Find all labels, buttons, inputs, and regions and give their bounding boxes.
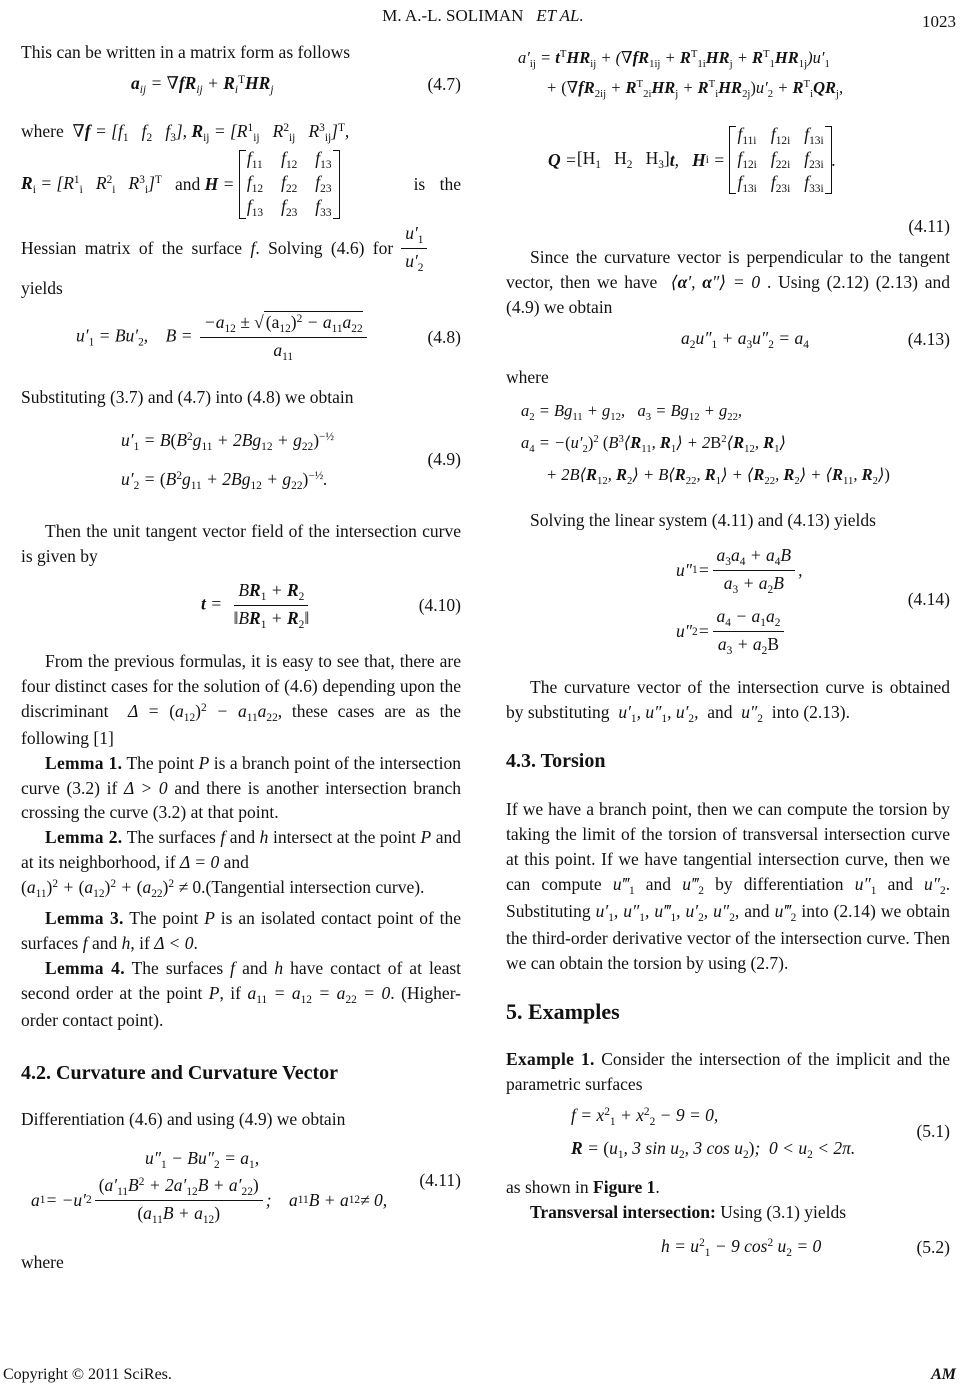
equation-body: $a_{ij} = \nabla fR_{ij} + R_i^THR_j$ <box>131 73 274 97</box>
paragraph: From the previous formulas, it is easy to see that, there are four distinct cases for the solution of (4.6) depending upon the discriminant $\Delta = (a_{12})^2 - a_{11}a_{22}$, these cases are as the following [1] <box>21 651 462 748</box>
paragraph: Differentiation (4.6) and using (4.9) we obtain <box>21 1108 346 1129</box>
paragraph: Hessian matrix of the surface f . Solving (4.6) for $\frac{u'_1}{u'_2}$ <box>21 221 461 276</box>
equation-body: Q = [$H_1$ $H_2$ $H_3$] t , H i = $f_{11i}$ $f_{12i}$ $f_{13i}$ $f_{12i}$ $f_{22i}$ $f_{23i}$ $f_{13i}$ $f_{23i}$ $f_{33i}$ . <box>548 123 836 196</box>
equation-4-8 <box>21 301 461 375</box>
equation-4-9: $u'_1 = B(B^2g_{11} + 2Bg_{12} + g_{22})^{-\frac{1}{2}}$ $u'_2 = (B^2g_{11} + 2Bg_{12} + g_{22})^{-\frac{1}{2}}$. (4.9) <box>121 430 461 493</box>
equation-number: (4.9) <box>427 449 461 470</box>
equation-4-11b-part2 <box>506 112 950 208</box>
lemma-4: Lemma 4. The surfaces f and h have contact of at least second order at the point P, if $a_{11} = a_{12} = a_{22} = 0$. (Higher-order contact point). <box>21 957 462 1030</box>
equation-number: (4.11) <box>908 216 950 236</box>
equation-5-1: $f = x^2_1 + x^2_2 - 9 = 0$, $R = (u_1$, 3 $\sin u_2$, 3 $\cos u_2$); $0 < u_2 < 2\pi$. (5.1) <box>571 1104 950 1161</box>
copyright: Copyright © 2011 SciRes. <box>3 1366 172 1383</box>
paragraph: Solving the linear system (4.11) and (4.13) yields <box>530 510 876 531</box>
section-heading-5: 5. Examples <box>506 998 620 1024</box>
paragraph: Transversal intersection: Using (3.1) yields <box>530 1201 847 1222</box>
equation-number: (5.2) <box>916 1237 950 1258</box>
running-head: M. A.-L. SOLIMAN ET AL. <box>382 6 584 25</box>
paragraph: yields <box>21 277 63 298</box>
equation-number: (4.13) <box>907 328 950 349</box>
equation-number: (4.8) <box>427 327 461 348</box>
page-header <box>0 4 966 34</box>
equation-4-13 <box>506 319 950 359</box>
hessian-derivative-matrix: $f_{11i}$ $f_{12i}$ $f_{13i}$ $f_{12i}$ $f_{22i}$ $f_{23i}$ $f_{13i}$ $f_{23i}$ $f_{33i}$ <box>729 124 831 197</box>
paragraph: This can be written in a matrix form as follows <box>21 42 351 62</box>
journal-abbrev: AM <box>931 1366 956 1383</box>
paragraph: where <box>21 1251 64 1272</box>
paragraph: The curvature vector of the intersection curve is obtained by substituting $u'_1$, $u''_1$, $u'_2$, and $u''_2$ into (2.13). <box>506 677 950 725</box>
equation-body: t = $\frac{BR_1 + R_2}{‖BR_1 + R_2‖}$ <box>201 579 310 631</box>
paragraph: If we have a branch point, then we can compute the torsion by taking the limit of the torsion of transversal intersection curve at this point. If we have tangential intersection curve, then we can compute $u‴_1$ and $u‴_2$ by differentiation $u''_1$ and $u''_2$. Substituting $u'_1$, $u''_1$, $u‴_1$, $u'_2$, $u''_2$, and $u‴_2$ into (2.14) we obtain the third-order derivative vector of the intersection curve. Then we can obtain the torsion by using (2.7). <box>506 799 951 973</box>
equation-a-coefficients: $a_2 = Bg_{11} + g_{12}$, $a_3 = Bg_{12} + g_{22}$, $a_4 = -(u'_2)^2$ ($B^3⟨R_{11}$, $R_1⟩$ + $2B^2⟨R_{12}$, $R_1⟩$ + $2B⟨R_{12}$, $R_2⟩$ + $B⟨R_{22}$, $R_1⟩$ + $⟨R_{22}$, $R_2⟩$ + $⟨R_{11}$, $R_2⟩$) <box>521 401 890 487</box>
equation-number: (4.11) <box>419 1169 461 1190</box>
equation-body: $u'_1 = Bu'_2$, B = $\frac{-a_{12} \pm √ (a_{12})^2 - a_{11}a_{22}}{a_{11}}$ <box>76 310 370 365</box>
lemma-2: Lemma 2. The surfaces f and h intersect at the point P and at its neighborhood, if Δ = 0 and $(a_{11})^2 + (a_{12})^2 + (a_{22})^2$ ≠ 0.(Tangential intersection curve). <box>21 827 462 900</box>
paragraph: as shown in Figure 1. <box>506 1176 660 1197</box>
equation-number: (4.10) <box>418 594 461 615</box>
left-column <box>21 36 461 1275</box>
equation-body: $h = u^2_1 - 9$ $\cos^2 u_2 = 0$ <box>661 1235 822 1259</box>
paragraph: Substituting (3.7) and (4.7) into (4.8) we obtain <box>21 386 354 407</box>
hessian-matrix: $f_{11}$ $f_{12}$ $f_{13}$ $f_{12}$ $f_{22}$ $f_{23}$ $f_{13}$ $f_{23}$ $f_{33}$ <box>239 148 340 221</box>
paragraph: where <box>506 367 549 388</box>
example-1: Example 1. Consider the intersection of the implicit and the parametric surfaces <box>506 1049 950 1094</box>
equation-body: $a_2u''_1 + a_3u''_2 = a_4$ <box>681 327 809 351</box>
equation-number: (5.1) <box>916 1120 950 1141</box>
right-column <box>506 36 950 1270</box>
figure-link[interactable]: Figure 1 <box>593 1176 656 1197</box>
lemma-3: Lemma 3. The point P is an isolated contact point of the surfaces f and h, if Δ < 0. <box>21 908 462 953</box>
paragraph: where $\nabla f = [f_1$ $f_2$ $f_3$], $R_{ij} = [R^1_{ij}$ $R^2_{ij}$ $R^3_{ij}]^T$, <box>21 120 350 144</box>
paragraph: Then the unit tangent vector field of the intersection curve is given by <box>21 521 461 567</box>
page-number: 1023 <box>922 12 956 31</box>
lemma-1: Lemma 1. The point P is a branch point of the intersection curve (3.2) if Δ > 0 and there is another intersection branch crossing the curve (3.2) at that point. <box>21 752 462 823</box>
equation-4-10 <box>21 569 461 641</box>
equation-number: (4.14) <box>907 589 950 610</box>
paragraph-hessian: $R_i = [R^1_i$ $R^2_i$ $R^3_i]^T$ and H = $f_{11}$ $f_{12}$ $f_{13}$ $f_{12}$ $f_{22}$ $f_{23}$ $f_{13}$ $f_{23}$ $f_{33}$ is the <box>21 147 461 220</box>
equation-4-11b-part1: $a'_{ij} = t^THR_{ij} + (\nabla fR_{1ij} + R^T_{1i}HR_j + R^T_1HR_{1j})u'_1$ + $(\nabla fR_{2ij} + R^T_{2i}HR_j + R^T_iHR_{2j})u'_2 + R^T_iQR_j$, <box>518 48 844 100</box>
paragraph: Since the curvature vector is perpendicular to the tangent vector, then we have ⟨α′, α″⟩ = 0 . Using (2.12) (2.13) and (4.9) we obtain <box>506 246 951 317</box>
equation-number: (4.7) <box>427 74 461 95</box>
equation-4-7 <box>21 65 461 105</box>
equation-4-11a: $u''_1 - Bu''_2 = a_1$, a 1 = −u′ 2 $\frac{(a'_{11}B^2 + 2a'_{12}B + a'_{22})}{(a_{11}B + a_{12})}$ ; a 11 B + a 12 ≠ 0, (4.11) <box>31 1147 461 1226</box>
section-heading-4-3: 4.3. Torsion <box>506 750 606 773</box>
equation-4-14: u″ 1 = $\frac{a_3a_4 + a_4B}{a_3 + a_2B}$ , u″ 2 = $\frac{a_4 - a_1a_2}{a_3 + a_2B}$ (4.14) <box>676 544 950 658</box>
equation-5-2 <box>506 1224 950 1270</box>
section-heading-4-2: 4.2. Curvature and Curvature Vector <box>21 1061 339 1084</box>
